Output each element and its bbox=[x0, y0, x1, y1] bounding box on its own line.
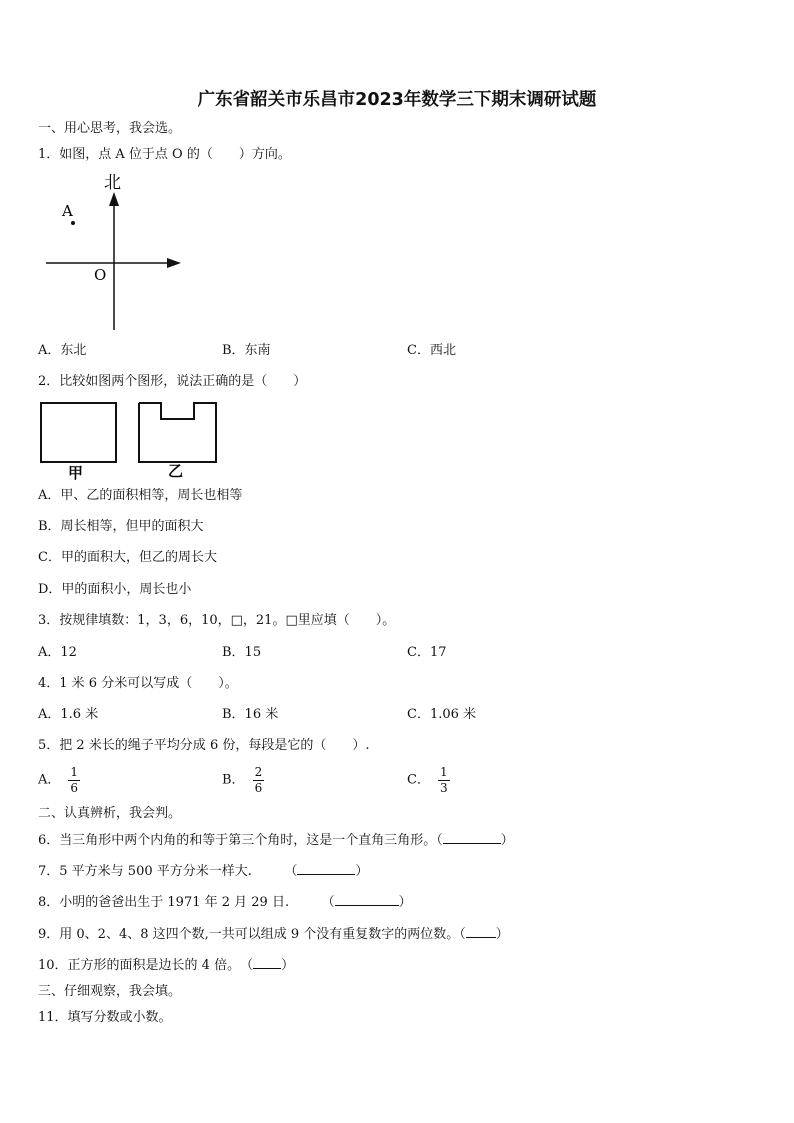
question-11-text: 11．填写分数或小数。 bbox=[38, 1010, 172, 1025]
question-10-text: 10．正方形的面积是边长的 4 倍。 （ bbox=[38, 958, 254, 973]
fraction-denominator: 3 bbox=[439, 781, 448, 795]
answer-blank[interactable] bbox=[443, 831, 501, 844]
q4-option-a: A．1.6 米 bbox=[38, 707, 99, 722]
question-6 bbox=[38, 831, 514, 850]
q1-option-a: A．东北 bbox=[38, 343, 87, 358]
answer-blank[interactable] bbox=[297, 862, 355, 875]
point-a-dot bbox=[71, 221, 75, 225]
origin-label: O bbox=[94, 266, 107, 284]
fraction bbox=[68, 765, 80, 796]
shape-yi bbox=[139, 403, 216, 462]
point-a-label: A bbox=[62, 202, 73, 220]
question-7 bbox=[38, 862, 368, 881]
question-7-close: ） bbox=[355, 864, 369, 879]
q5-option-c bbox=[407, 765, 450, 796]
question-4-text: 4．1 米 6 分米可以写成（ ）。 bbox=[38, 676, 238, 691]
q2-option-d: D．甲的面积小，周长也小 bbox=[38, 582, 192, 597]
question-6-text: 6．当三角形中两个内角的和等于第三个角时，这是一个直角三角形。（ bbox=[38, 833, 443, 848]
fraction-numerator: 2 bbox=[254, 765, 263, 779]
question-5-text: 5．把 2 米长的绳子平均分成 6 份，每段是它的（ ）. bbox=[38, 738, 370, 753]
shapes-diagram bbox=[36, 398, 226, 480]
question-9-text: 9．用 0、2、4、8 这四个数,一共可以组成 9 个没有重复数字的两位数。（ bbox=[38, 927, 466, 942]
question-9 bbox=[38, 925, 509, 944]
q5-option-c-label: C． bbox=[407, 772, 430, 788]
q1-option-b: B．东南 bbox=[222, 343, 271, 358]
question-2-text: 2．比较如图两个图形，说法正确的是（ ） bbox=[38, 374, 307, 389]
q5-option-a-label: A． bbox=[38, 772, 61, 788]
shape-yi-label: 乙 bbox=[168, 462, 184, 480]
fraction bbox=[438, 765, 450, 796]
fraction-denominator: 6 bbox=[254, 781, 263, 795]
north-arrow-icon bbox=[109, 192, 119, 206]
q2-option-c: C．甲的面积大，但乙的周长大 bbox=[38, 550, 217, 565]
question-10 bbox=[38, 956, 294, 975]
answer-blank[interactable] bbox=[335, 893, 399, 906]
question-8-text: 8．小明的爸爸出生于 1971 年 2 月 29 日. （ bbox=[38, 895, 335, 910]
q5-option-a bbox=[38, 765, 80, 796]
q3-option-c: C．17 bbox=[407, 645, 447, 660]
q1-option-c: C．西北 bbox=[407, 343, 456, 358]
question-7-text: 7．5 平方米与 500 平方分米一样大. （ bbox=[38, 864, 298, 879]
section-heading-2: 二、认真辨析，我会判。 bbox=[38, 806, 182, 821]
fraction bbox=[253, 765, 265, 796]
question-10-close: ） bbox=[281, 958, 295, 973]
answer-blank[interactable] bbox=[253, 956, 281, 969]
fraction-numerator: 1 bbox=[439, 765, 448, 779]
question-3-text: 3．按规律填数：1，3，6，10，□，21。□里应填（ ）。 bbox=[38, 613, 396, 628]
direction-diagram bbox=[40, 170, 190, 335]
question-6-close: ） bbox=[500, 833, 514, 848]
q3-option-b: B．15 bbox=[222, 645, 262, 660]
answer-blank[interactable] bbox=[466, 925, 496, 938]
q2-option-a: A．甲、乙的面积相等，周长也相等 bbox=[38, 488, 243, 503]
section-heading-3: 三、仔细观察，我会填。 bbox=[38, 984, 182, 999]
question-8 bbox=[38, 893, 412, 912]
q3-option-a: A．12 bbox=[38, 645, 77, 660]
question-1-text: 1．如图，点 A 位于点 O 的（ ）方向。 bbox=[38, 147, 291, 162]
question-8-close: ） bbox=[398, 895, 412, 910]
q5-option-b bbox=[222, 765, 264, 796]
shape-jia bbox=[41, 403, 116, 462]
q4-option-c: C．1.06 米 bbox=[407, 707, 477, 722]
fraction-denominator: 6 bbox=[70, 781, 79, 795]
north-label: 北 bbox=[104, 173, 121, 193]
q2-option-b: B．周长相等，但甲的面积大 bbox=[38, 519, 204, 534]
question-9-close: ） bbox=[495, 927, 509, 942]
q4-option-b: B．16 米 bbox=[222, 707, 279, 722]
section-heading-1: 一、用心思考，我会选。 bbox=[38, 121, 182, 136]
fraction-numerator: 1 bbox=[70, 765, 79, 779]
q5-option-b-label: B． bbox=[222, 772, 245, 788]
shape-jia-label: 甲 bbox=[68, 464, 84, 480]
page-title: 广东省韶关市乐昌市2023年数学三下期末调研试题 bbox=[197, 90, 597, 110]
east-arrow-icon bbox=[167, 258, 181, 268]
